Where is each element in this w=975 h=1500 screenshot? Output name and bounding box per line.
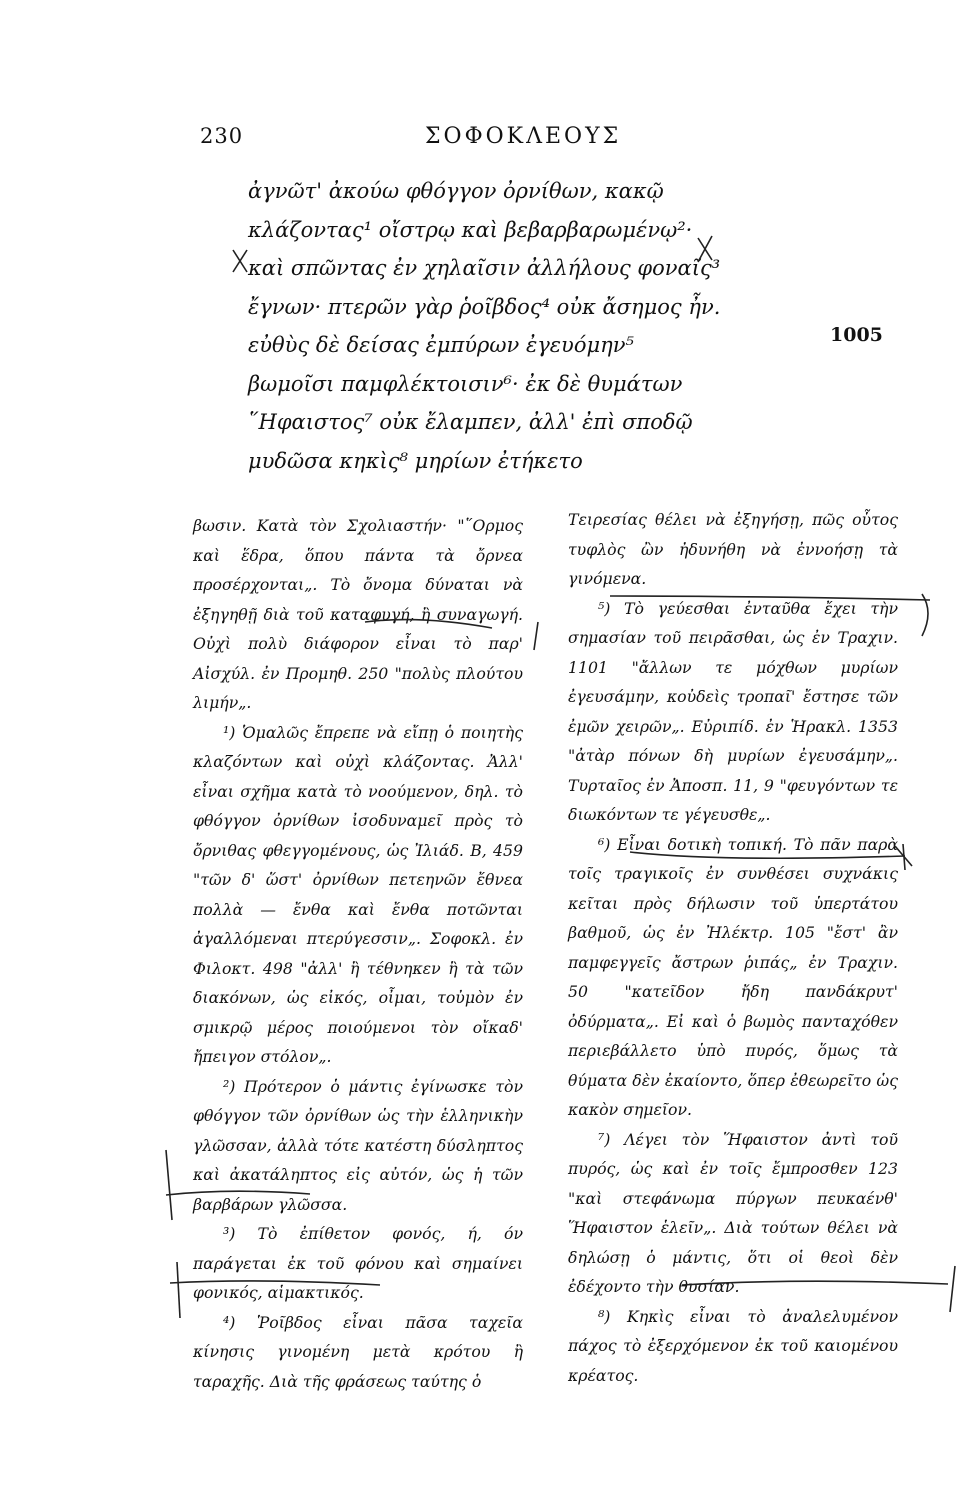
footnote-3: ³) Τὸ ἐπίθετον φονός, ή, όν παράγεται ἐκ τοῦ φόνου καὶ σημαίνει φονικός, αἱμακτικός. <box>193 1224 523 1302</box>
verse-line: κλάζοντας¹ οἴστρῳ καὶ βεβαρβαρωμένῳ²· <box>248 217 693 242</box>
pencil-vertical-line <box>950 1266 955 1312</box>
running-title: ΣΟΦΟΚΛΕΟΥΣ <box>425 124 622 149</box>
verse-block <box>248 172 888 480</box>
commentary-paragraph: Τειρεσίας θέλει νὰ ἐξηγήσῃ, πῶς οὗτος τυφλὸς ὢν ἠδυνήθη νὰ ἐννοήσῃ τὰ γινόμενα. <box>568 510 898 588</box>
footnote-2: ²) Πρότερον ὁ μάντις ἐγίνωσκε τὸν φθόγγον τῶν ὀρνίθων ὡς τὴν ἑλληνικὴν γλῶσσαν, ἀλλὰ τότε κατέστη δύσληπτος καὶ ἀκατάληπτος εἰς αὐτόν, ὡς ἡ τῶν βαρβάρων γλῶσσα. <box>193 1076 523 1214</box>
footnote-7: ⁷) Λέγει τὸν Ἥφαιστον ἀντὶ τοῦ πυρός, ὡς καὶ ἐν τοῖς ἔμπροσθεν 123 "καὶ στεφάνωμα πύργων πευκαένθ' Ἥφαιστον ἑλεῖν„. Διὰ τούτων θέλει νὰ δηλώσῃ ὁ μάντις, ὅτι οἱ θεοὶ δὲν ἐδέχοντο τὴν θυσίαν. <box>568 1129 898 1296</box>
verse-line: ἔγνων· πτερῶν γὰρ ῥοῖβδος⁴ οὐκ ἄσημος ἦν. <box>248 294 721 319</box>
page-number: 230 <box>200 124 244 148</box>
footnote-8: ⁸) Κηκὶς εἶναι τὸ ἀναλελυμένον πάχος τὸ ἐξερχόμενον ἐκ τοῦ καιομένου κρέατος. <box>568 1306 898 1385</box>
commentary-left-column <box>193 511 523 1396</box>
footnote-6: ⁶) Εἶναι δοτικὴ τοπική. Τὸ πᾶν παρὰ τοῖς τραγικοῖς ἐν συνθέσει συχνάκις κεῖται πρὸς δήλωσιν τοῦ ὑπερτάτου βαθμοῦ, ὡς ἐν Ἠλέκτρ. 105 "ἔστ' ἂν παμφεγγεῖς ἄστρων ῥιπάς„ ἐν Τραχιν. 50 "κατεῖδον ἤδη πανδάκρυτ' ὀδύρματα„. Εἰ καὶ ὁ βωμὸς πανταχόθεν περιεβάλλετο ὑπὸ πυρός, ὅμως τὰ θύματα δὲν ἐκαίοντο, ὅπερ ἐθεωρεῖτο ὡς κακὸν σημεῖον. <box>568 834 898 1119</box>
verse-line: εὐθὺς δὲ δείσας ἐμπύρων ἐγευόμην⁵ <box>248 333 634 357</box>
verse-line: ῞Ηφαιστος⁷ οὐκ ἔλαμπεν, ἀλλ' ἐπὶ σποδῷ <box>248 410 693 434</box>
pencil-vertical-line <box>177 1262 180 1318</box>
verse-line: μυδῶσα κηκὶς⁸ μηρίων ἐτήκετο <box>248 448 583 473</box>
footnote-4: ⁴) Ῥοῖβδος εἶναι πᾶσα ταχεῖα κίνησις γινομένη μετὰ κρότου ἢ ταραχῆς. Διὰ τῆς φράσεως ταύτης ὁ <box>193 1312 523 1391</box>
pencil-cross-mark <box>233 250 247 272</box>
footnote-5: ⁵) Τὸ γεύεσθαι ἐνταῦθα ἔχει τὴν σημασίαν τοῦ πειρᾶσθαι, ὡς ἐν Τραχιν. 1101 "ἄλλων τε μόχθων μυρίων ἐγευσάμην, κοὐδεὶς τροπαῖ' ἔστησε τῶν ἐμῶν χειρῶν„. Εὐριπίδ. ἐν Ἡρακλ. 1353 "ἀτὰρ πόνων δὴ μυρίων ἐγευσάμην„. Τυρταῖος ἐν Ἀποσπ. 11, 9 "φευγόντων τε διωκόντων τε γέγευσθε„. <box>568 598 898 824</box>
pencil-bracket <box>922 594 928 636</box>
commentary-paragraph: βωσιν. Κατὰ τὸν Σχολιαστήν· "῞Ορμος καὶ ἕδρα, ὅπου πάντα τὰ ὄρνεα προσέρχονται„. Τὸ ὄνομα δύναται νὰ ἐξηγηθῇ διὰ τοῦ καταφυγή, ἢ συναγωγή. Οὐχὶ πολὺ διάφορον εἶναι τὸ παρ' Αἰσχύλ. ἐν Προμηθ. 250 "πολὺς πλούτου λιμήν„. <box>193 516 523 712</box>
commentary-right-column <box>568 505 898 1390</box>
pencil-vertical-line <box>166 1150 172 1220</box>
verse-line-number: 1005 <box>830 324 883 346</box>
page-header <box>200 124 900 154</box>
verse-line: βωμοῖσι παμφλέκτοισιν⁶· ἐκ δὲ θυμάτων <box>248 371 683 396</box>
footnote-1: ¹) Ὁμαλῶς ἔπρεπε νὰ εἴπῃ ὁ ποιητὴς κλαζόντων καὶ οὐχὶ κλάζοντας. Ἀλλ' εἶναι σχῆμα κατὰ τὸ νοούμενον, δηλ. τὸ φθόγγον ὀρνίθων ἰσοδυναμεῖ πρὸς τὸ ὄρνιθας φθεγγομένους, ὡς Ἰλιάδ. Β, 459 "τῶν δ' ὥστ' ὀρνίθων πετεηνῶν ἔθνεα πολλὰ — ἔνθα καὶ ἔνθα ποτῶνται ἀγαλλόμεναι πτερύγεσσιν„. Σοφοκλ. ἐν Φιλοκτ. 498 "ἀλλ' ἢ τέθνηκεν ἢ τὰ τῶν διακόνων, ὡς εἰκός, οἶμαι, τοὐμὸν ἐν σμικρῷ μέρος ποιούμενοι τὸν οἴκαδ' ἤπειγον στόλον„. <box>193 722 523 1066</box>
verse-line: ἀγνῶτ' ἀκούω φθόγγον ὀρνίθων, κακῷ <box>248 179 664 203</box>
verse-line: καὶ σπῶντας ἐν χηλαῖσιν ἀλλήλους φοναῖς³ <box>248 256 721 280</box>
pencil-vertical-line <box>534 622 538 650</box>
